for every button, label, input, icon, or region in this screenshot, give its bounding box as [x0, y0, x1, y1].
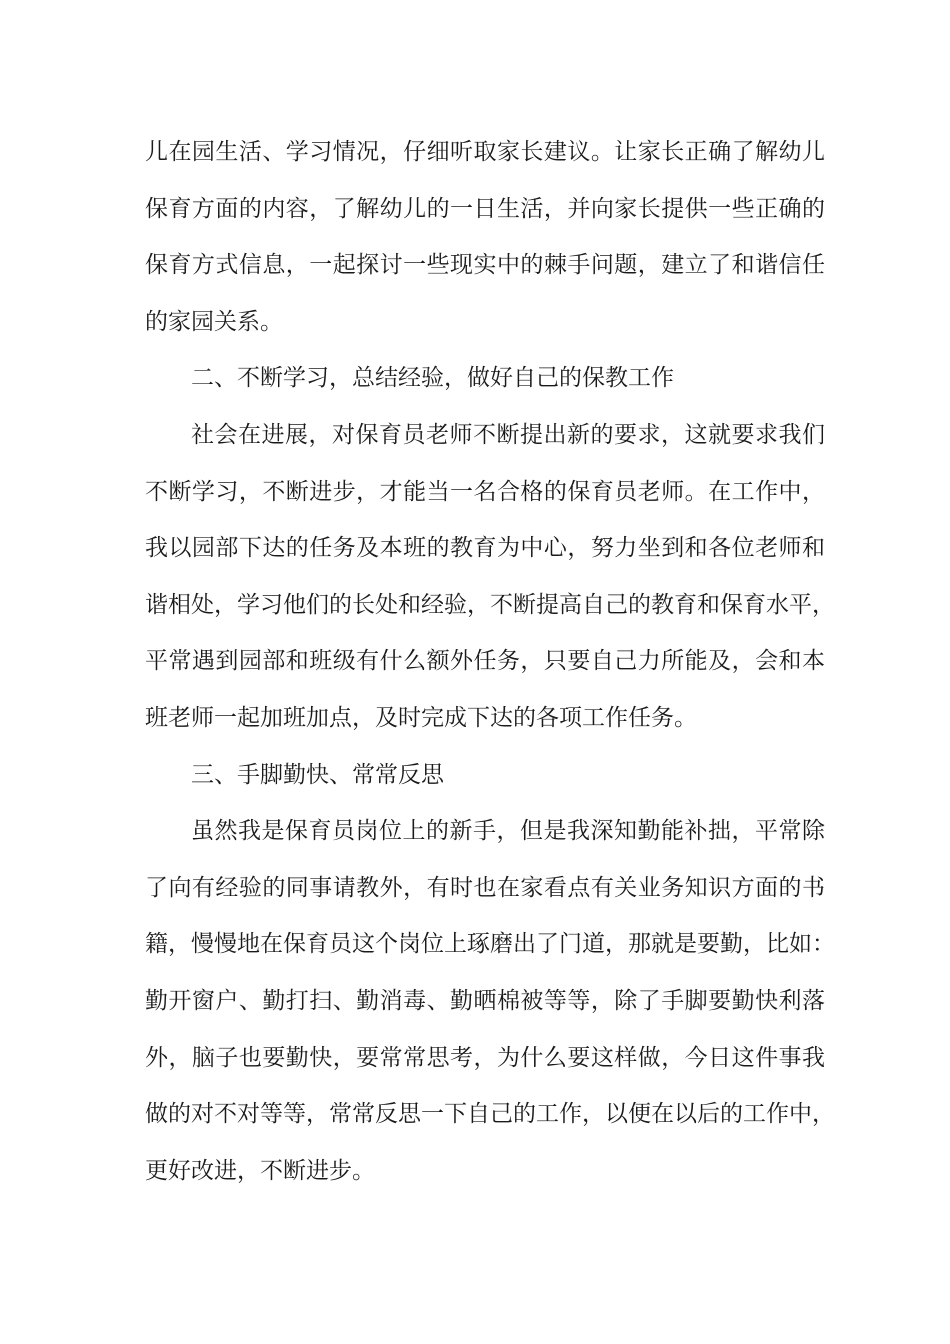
paragraph-line: 保育方式信息，一起探讨一些现实中的棘手问题，建立了和谐信任	[145, 252, 825, 279]
paragraph-line: 籍，慢慢地在保育员这个岗位上琢磨出了门道，那就是要勤，比如：	[145, 931, 835, 958]
paragraph-line: 了向有经验的同事请教外，有时也在家看点有关业务知识方面的书	[145, 874, 825, 901]
paragraph-line: 勤开窗户、勤打扫、勤消毒、勤晒棉被等等，除了手脚要勤快利落	[145, 987, 825, 1014]
paragraph-line: 班老师一起加班加点，及时完成下达的各项工作任务。	[145, 704, 697, 731]
section-heading: 二、不断学习，总结经验，做好自己的保教工作	[191, 365, 674, 392]
paragraph-line: 更好改进，不断进步。	[145, 1157, 375, 1184]
paragraph-line: 儿在园生活、学习情况，仔细听取家长建议。让家长正确了解幼儿	[145, 139, 825, 165]
paragraph-line: 做的对不对等等，常常反思一下自己的工作，以便在以后的工作中，	[145, 1101, 835, 1128]
paragraph-line: 谐相处，学习他们的长处和经验，不断提高自己的教育和保育水平，	[145, 591, 835, 618]
section-heading: 三、手脚勤快、常常反思	[191, 761, 444, 788]
paragraph-line: 平常遇到园部和班级有什么额外任务，只要自己力所能及，会和本	[145, 648, 825, 675]
paragraph-line: 的家园关系。	[145, 308, 283, 335]
paragraph-line: 我以园部下达的任务及本班的教育为中心，努力坐到和各位老师和	[145, 535, 825, 562]
paragraph-line: 虽然我是保育员岗位上的新手，但是我深知勤能补拙，平常除	[191, 818, 825, 845]
paragraph-line: 不断学习，不断进步，才能当一名合格的保育员老师。在工作中，	[145, 478, 825, 505]
paragraph-line: 保育方面的内容，了解幼儿的一日生活，并向家长提供一些正确的	[145, 195, 825, 222]
paragraph-line: 社会在进展，对保育员老师不断提出新的要求，这就要求我们	[191, 421, 825, 448]
document-body	[145, 134, 835, 1209]
paragraph-line: 外，脑子也要勤快，要常常思考，为什么要这样做，今日这件事我	[145, 1044, 825, 1071]
